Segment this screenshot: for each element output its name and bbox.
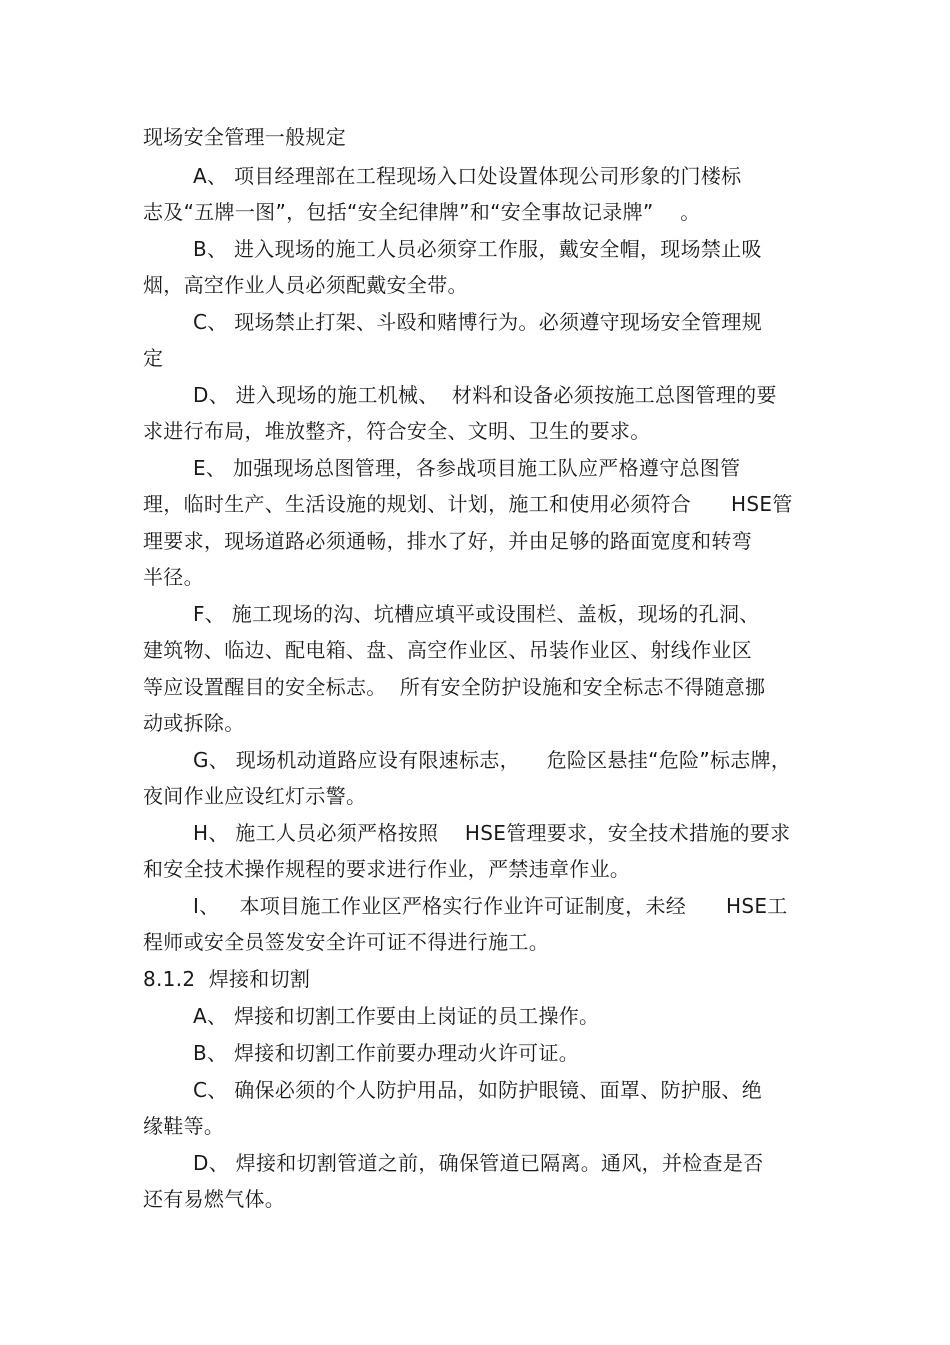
clause-g-line-2: 夜间作业应设红灯示警。 (143, 784, 367, 808)
clause-i-line-1: I、 本项目施工作业区严格实行作业许可证制度，未经 HSE工 (193, 894, 788, 918)
clause-b-line-2: 烟，高空作业人员必须配戴安全带。 (143, 273, 468, 297)
clause-i-line-2: 程师或安全员签发安全许可证不得进行施工。 (143, 930, 549, 954)
clause-f-line-1: F、 施工现场的沟、坑槽应填平或设围栏、盖板，现场的孔洞、 (193, 602, 760, 626)
clause-c-line-2: 定 (143, 346, 164, 370)
clause-g-line-1: G、 现场机动道路应设有限速标志， 危险区悬挂“危险”标志牌， (193, 748, 792, 772)
clause-d-line-1: D、 进入现场的施工机械、 材料和设备必须按施工总图管理的要 (193, 383, 777, 407)
welding-clause-c-line-2: 缘鞋等。 (143, 1114, 225, 1138)
clause-e-line-4: 半径。 (143, 565, 204, 589)
clause-b-line-1: B、 进入现场的施工人员必须穿工作服，戴安全帽，现场禁止吸 (193, 237, 762, 261)
clause-e-line-1: E、 加强现场总图管理，各参战项目施工队应严格遵守总图管 (193, 456, 741, 480)
document-title: 现场安全管理一般规定 (143, 125, 346, 149)
clause-d-line-2: 求进行布局，堆放整齐，符合安全、文明、卫生的要求。 (143, 419, 651, 443)
section-heading-welding: 8.1.2 焊接和切割 (143, 967, 311, 991)
welding-clause-d-line-2: 还有易燃气体。 (143, 1187, 286, 1211)
clause-f-line-4: 动或拆除。 (143, 711, 245, 735)
clause-c-line-1: C、 现场禁止打架、斗殴和赌博行为。必须遵守现场安全管理规 (193, 310, 763, 334)
clause-e-line-3: 理要求，现场道路必须通畅，排水了好，并由足够的路面宽度和转弯 (143, 529, 752, 553)
welding-clause-c-line-1: C、 确保必须的个人防护用品，如防护眼镜、面罩、防护服、绝 (193, 1078, 763, 1102)
clause-h-line-2: 和安全技术操作规程的要求进行作业，严禁违章作业。 (143, 857, 631, 881)
clause-a-line-2: 志及“五牌一图”，包括“安全纪律牌”和“安全事故记录牌” 。 (143, 200, 701, 224)
welding-clause-b: B、 焊接和切割工作前要办理动火许可证。 (193, 1041, 580, 1065)
clause-h-line-1: H、 施工人员必须严格按照 HSE管理要求，安全技术措施的要求 (193, 821, 791, 845)
clause-f-line-2: 建筑物、临边、配电箱、盘、高空作业区、吊装作业区、射线作业区 (143, 638, 752, 662)
clause-a-line-1: A、 项目经理部在工程现场入口处设置体现公司形象的门楼标 (193, 164, 742, 188)
welding-clause-d-line-1: D、 焊接和切割管道之前，确保管道已隔离。通风，并检查是否 (193, 1151, 764, 1175)
welding-clause-a: A、 焊接和切割工作要由上岗证的员工操作。 (193, 1004, 600, 1028)
clause-f-line-3: 等应设置醒目的安全标志。 所有安全防护设施和安全标志不得随意挪 (143, 675, 766, 699)
clause-e-line-2: 理，临时生产、生活设施的规划、计划，施工和使用必须符合 HSE管 (143, 492, 793, 516)
